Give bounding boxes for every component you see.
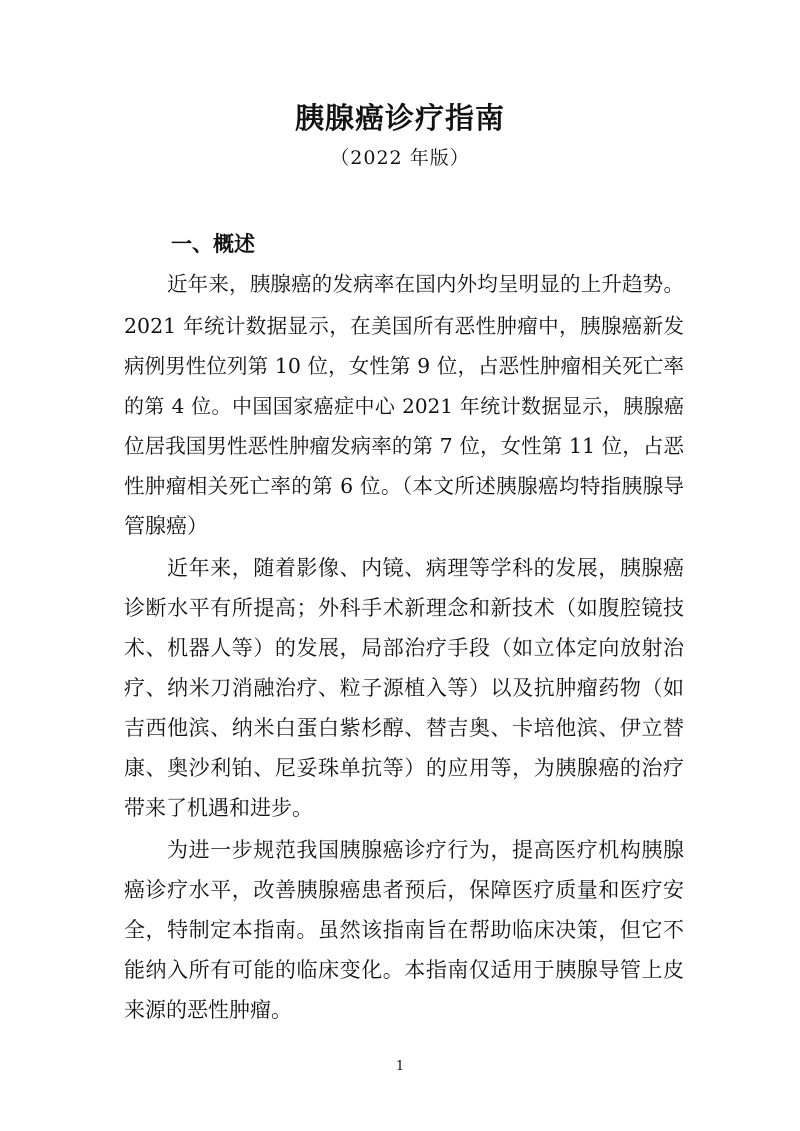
paragraph-line: 全，特制定本指南。虽然该指南旨在帮助临床决策，但它不	[124, 918, 684, 942]
paragraph-line: 诊断水平有所提高；外科手术新理念和新技术（如腹腔镜技	[124, 596, 684, 620]
paragraph-line: 为进一步规范我国胰腺癌诊疗行为，提高医疗机构胰腺	[167, 838, 684, 862]
paragraph-line: 近年来，随着影像、内镜、病理等学科的发展，胰腺癌	[167, 556, 684, 580]
document-title: 胰腺癌诊疗指南	[294, 101, 505, 135]
paragraph-line: 癌诊疗水平，改善胰腺癌患者预后，保障医疗质量和医疗安	[124, 878, 684, 902]
paragraph-line: 来源的恶性肿瘤。	[124, 998, 292, 1022]
paragraph-line: 术、机器人等）的发展，局部治疗手段（如立体定向放射治	[124, 636, 684, 660]
paragraph-line: 性肿瘤相关死亡率的第 6 位。（本文所述胰腺癌均特指胰腺导	[124, 474, 684, 498]
paragraph-line: 康、奥沙利铂、尼妥珠单抗等）的应用等，为胰腺癌的治疗	[124, 756, 684, 780]
page-number: 1	[395, 1059, 405, 1074]
paragraph-line: 2021 年统计数据显示，在美国所有恶性肿瘤中，胰腺癌新发	[124, 314, 684, 338]
paragraph-line: 病例男性位列第 10 位，女性第 9 位，占恶性肿瘤相关死亡率	[124, 354, 684, 378]
paragraph-line: 疗、纳米刀消融治疗、粒子源植入等）以及抗肿瘤药物（如	[124, 676, 684, 700]
paragraph-line: 带来了机遇和进步。	[124, 796, 313, 820]
paragraph-line: 管腺癌）	[124, 514, 208, 538]
document-edition: （2022 年版）	[330, 147, 470, 169]
paragraph-line: 的第 4 位。中国国家癌症中心 2021 年统计数据显示，胰腺癌	[124, 394, 684, 418]
paragraph-line: 位居我国男性恶性肿瘤发病率的第 7 位，女性第 11 位，占恶	[124, 434, 684, 458]
section-heading: 一、概述	[171, 232, 255, 256]
paragraph-line: 近年来，胰腺癌的发病率在国内外均呈明显的上升趋势。	[167, 272, 684, 296]
paragraph-line: 能纳入所有可能的临床变化。本指南仅适用于胰腺导管上皮	[124, 958, 684, 982]
paragraph-line: 吉西他滨、纳米白蛋白紫杉醇、替吉奥、卡培他滨、伊立替	[124, 716, 684, 740]
